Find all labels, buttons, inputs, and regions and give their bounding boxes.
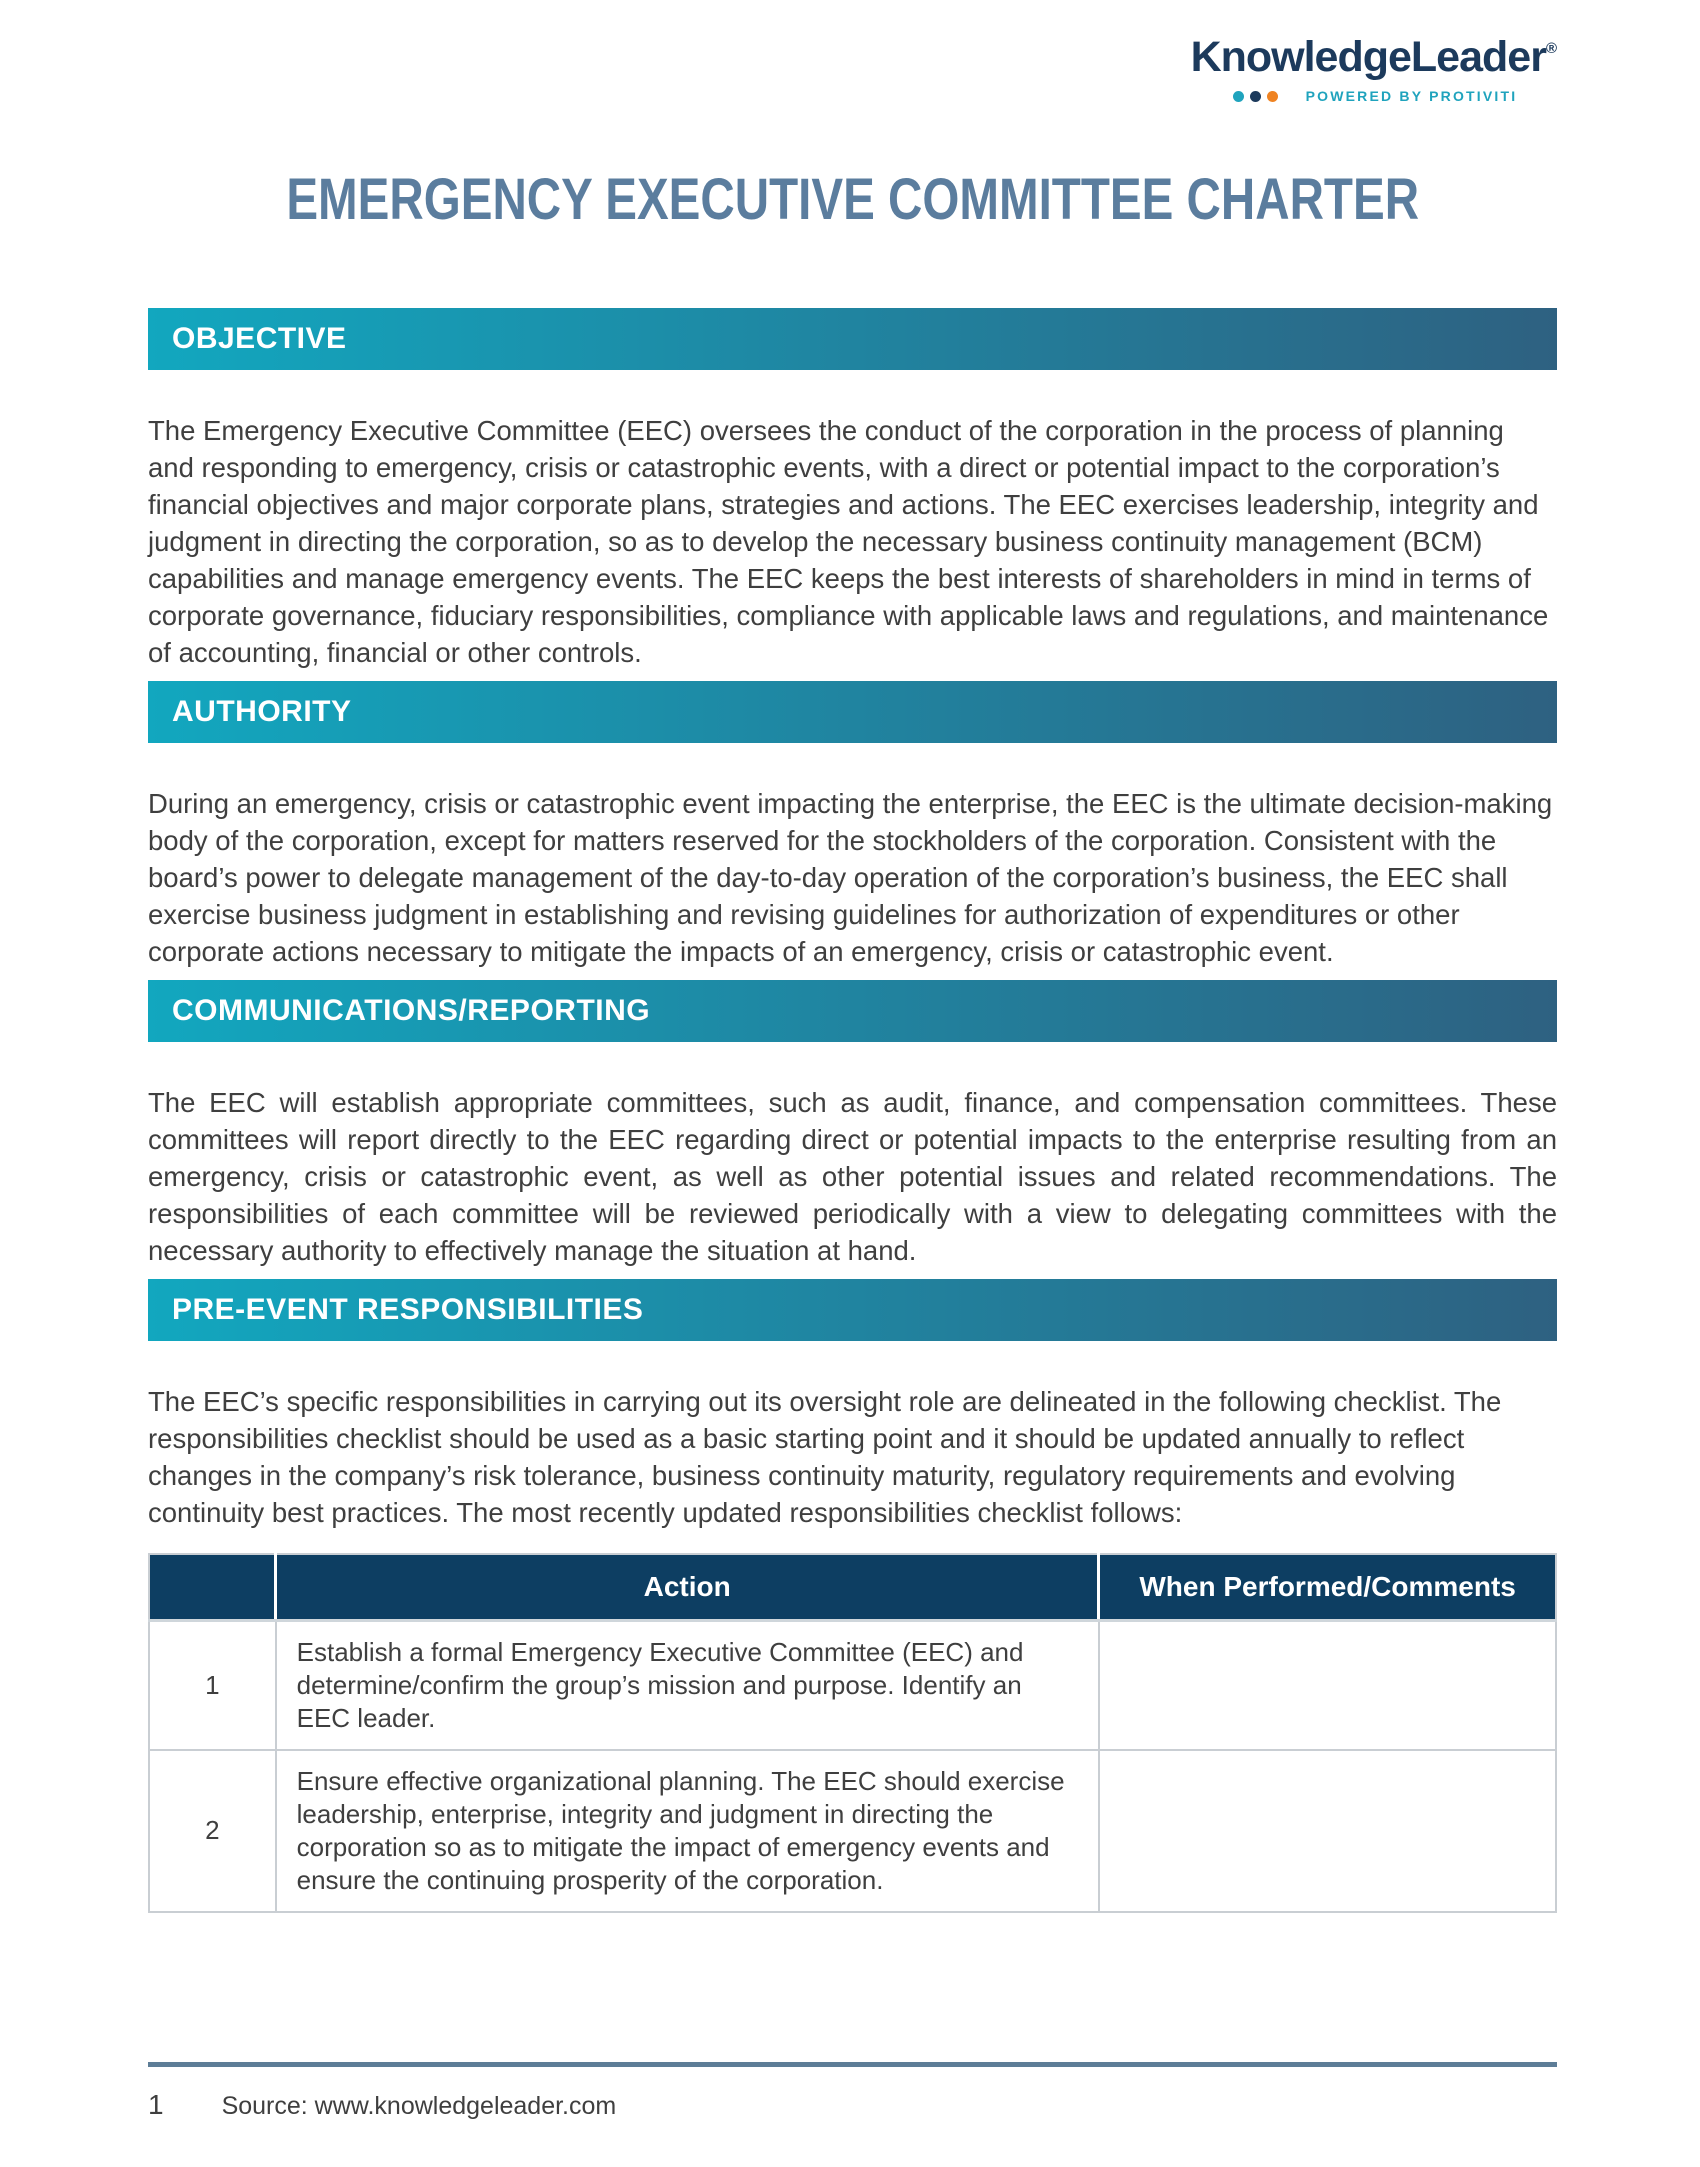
logo-tagline: POWERED BY PROTIVITI <box>1305 88 1518 104</box>
row-number-cell: 2 <box>149 1750 276 1912</box>
section-heading-authority: AUTHORITY <box>172 695 352 728</box>
section-header-communications-reporting <box>148 980 1557 1042</box>
table-row <box>149 1620 1556 1750</box>
when-performed-cell <box>1099 1620 1556 1750</box>
section-heading-pre-event-responsibilities: PRE-EVENT RESPONSIBILITIES <box>172 1293 644 1326</box>
section-authority <box>148 681 1557 970</box>
responsibilities-table <box>148 1553 1557 1913</box>
footer-row <box>148 2089 1557 2121</box>
document-title <box>148 168 1557 232</box>
section-heading-objective: OBJECTIVE <box>172 322 347 355</box>
section-communications-reporting <box>148 980 1557 1269</box>
pre-event-responsibilities-paragraph: The EEC’s specific responsibilities in carrying out its oversight role are delineated in the following checklist. The responsibilities checklist should be used as a basic starting point and it should be updated annually to reflect changes in the company’s risk tolerance, business continuity maturity, regulatory requirements and evolving continuity best practices. The most recently updated responsibilities checklist follows: <box>148 1386 1502 1528</box>
objective-paragraph: The Emergency Executive Committee (EEC) oversees the conduct of the corporation in the process of planning and responding to emergency, crisis or catastrophic events, with a direct or potential impact to the corporation’s financial objectives and major corporate plans, strategies and actions. The EEC exercises leadership, integrity and judgment in directing the corporation, so as to develop the necessary business continuity management (BCM) capabilities and manage emergency events. The EEC keeps the best interests of shareholders in mind in terms of corporate governance, fiduciary responsibilities, compliance with applicable laws and regulations, and maintenance of accounting, financial or other controls. <box>148 415 1549 668</box>
page-number: 1 <box>148 2089 164 2120</box>
table-header-action: Action <box>276 1554 1099 1620</box>
footer-divider <box>148 2062 1557 2067</box>
section-pre-event-responsibilities <box>148 1279 1557 1913</box>
table-header-number <box>149 1554 276 1620</box>
knowledgeleader-logo <box>1190 33 1557 104</box>
source-text: Source: www.knowledgeleader.com <box>221 2092 617 2120</box>
action-cell: Establish a formal Emergency Executive Committee (EEC) and determine/confirm the group’s mission and purpose. Identify an EEC leader. <box>276 1620 1099 1750</box>
table-header-row <box>149 1554 1556 1620</box>
logo-dot-teal-icon <box>1233 91 1244 102</box>
table-header-when-performed: When Performed/Comments <box>1099 1554 1556 1620</box>
registered-mark-icon: ® <box>1545 40 1557 57</box>
when-performed-cell <box>1099 1750 1556 1912</box>
logo-dot-navy-icon <box>1250 91 1261 102</box>
section-header-authority <box>148 681 1557 743</box>
logo-tagline-row <box>1191 88 1557 104</box>
brand-name: KnowledgeLeader <box>1190 33 1546 81</box>
communications-reporting-paragraph: The EEC will establish appropriate committees, such as audit, finance, and compensation committees. These committees will report directly to the EEC regarding direct or potential impacts to the enterprise resulting from an emergency, crisis or catastrophic event, as well as other potential issues and related recommendations. The responsibilities of each committee will be reviewed periodically with a view to delegating committees with the necessary authority to effectively manage the situation at hand. <box>148 1087 1557 1266</box>
action-cell: Ensure effective organizational planning. The EEC should exercise leadership, enterprise, integrity and judgment in directing the corporation so as to mitigate the impact of emergency events and ensure the continuing prosperity of the corporation. <box>276 1750 1099 1912</box>
table-row <box>149 1750 1556 1912</box>
brand-line <box>1190 33 1557 81</box>
page-footer <box>148 2062 1557 2121</box>
section-header-pre-event-responsibilities <box>148 1279 1557 1341</box>
row-number-cell: 1 <box>149 1620 276 1750</box>
section-heading-communications-reporting: COMMUNICATIONS/REPORTING <box>172 994 651 1027</box>
section-header-objective <box>148 308 1557 370</box>
section-objective <box>148 308 1557 671</box>
logo-dot-orange-icon <box>1267 91 1278 102</box>
document-title-text: EMERGENCY EXECUTIVE COMMITTEE CHARTER <box>286 167 1419 232</box>
authority-paragraph: During an emergency, crisis or catastrophic event impacting the enterprise, the EEC is the ultimate decision-making body of the corporation, except for matters reserved for the stockholders of the corporation. Consistent with the board’s power to delegate management of the day-to-day operation of the corporation’s business, the EEC shall exercise business judgment in establishing and revising guidelines for authorization of expenditures or other corporate actions necessary to mitigate the impacts of an emergency, crisis or catastrophic event. <box>148 788 1553 967</box>
